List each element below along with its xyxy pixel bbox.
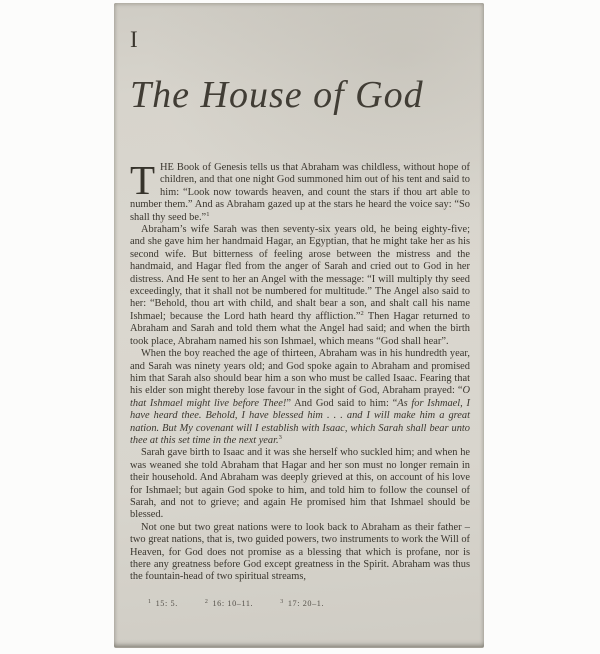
footnote-2-marker: 2 xyxy=(204,598,209,605)
chapter-title: The House of God xyxy=(130,74,424,116)
paragraph-3-quote-a: O that Ishmael might live before Thee! xyxy=(130,385,470,409)
footnote-ref-2: 2 xyxy=(360,309,364,317)
footnote-item-3 xyxy=(280,599,324,608)
chapter-number: I xyxy=(130,27,138,52)
footnote-1-marker: 1 xyxy=(148,598,152,605)
page-content xyxy=(114,3,484,609)
paragraph-4 xyxy=(130,447,470,521)
paragraph-4-text: Sarah gave birth to Isaac and it was she herself who suckled him; and when he was weaned she told Abraham that Hagar and her son must no longer remain in their household. And Abraham was deeply grieved at this, on account of his love for Ishmael; but again God spoke to him, and told him to follow the counsel of Sarah, and not to grieve; and again He promised him that Ishmael should be blessed. xyxy=(130,447,470,521)
body-text xyxy=(130,157,470,584)
book-page xyxy=(114,3,484,648)
paragraph-3 xyxy=(130,348,470,447)
footnote-3-text: 17: 20–1. xyxy=(287,598,325,608)
paragraph-3-text-b: ” And God said to him: “ xyxy=(286,397,398,409)
paragraph-2-text-b: Then Hagar returned to Abraham and Sarah and told them what the Angel had said; and when the birth took place, Abraham named his son Ishmael, which means “God shall hear”. xyxy=(130,310,470,347)
paragraph-2 xyxy=(130,224,470,348)
paragraph-1-text: HE Book of Genesis tells us that Abraham was childless, without hope of children, and that one night God summoned him out of his tent and said to him: “Look now towards heaven, and count the stars if thou art able to number them.” And as Abraham gazed up at the stars he heard the voice say: “So shall thy seed be.” xyxy=(130,162,470,223)
paragraph-2-text-a: Abraham’s wife Sarah was then seventy-six years old, he being eighty-five; and she gave him her handmaid Hagar, an Egyptian, that he might take her as his second wife. But bitterness of feeling arose between the mistress and the handmaid, and Hagar fled from the anger of Sarah and cried out to God in her distress. And He sent to her an Angel with the message: “I will multiply thy seed exceedingly, that it shall not be numbered for multitude.” The Angel also said to her: “Behold, thou art with child, and shalt bear a son, and shalt call his name Ishmael; because the Lord hath heard thy affliction.” xyxy=(130,224,470,322)
footnote-row xyxy=(130,597,470,609)
footnote-ref-1: 1 xyxy=(206,210,210,218)
paragraph-1 xyxy=(130,157,470,224)
footnote-2-text: 16: 10–11. xyxy=(212,598,254,608)
footnote-item-2 xyxy=(205,599,253,608)
footnote-ref-3: 3 xyxy=(278,433,282,441)
footnote-item-1 xyxy=(148,599,178,608)
footnote-1-text: 15: 5. xyxy=(155,598,178,608)
drop-cap: T xyxy=(130,157,156,203)
paragraph-3-text-a: When the boy reached the age of thirteen, Abraham was in his hundredth year, and Sarah was ninety years old; and God spoke again to Abraham and promised him that Sarah also should bear him a son who must be called Isaac. Fearing that his elder son might thereby lose favour in the sight of God, Abraham prayed: “ xyxy=(130,348,470,397)
paragraph-5-text: Not one but two great nations were to look back to Abraham as their father – two great nations, that is, two guided powers, two instruments to work the Will of Heaven, for God does not promise as a blessing that which is profane, nor is there any greatness before God except greatness in the Spirit. Abraham was thus the fountain-head of two spiritual streams, xyxy=(130,521,470,583)
paragraph-3-quote-b: As for Ishmael, I have heard thee. Behold, I have blessed him . . . and I will make him a great nation. But My covenant will I establish with Isaac, which Sarah shall bear unto thee at this set time in the next year. xyxy=(130,397,470,446)
paragraph-5 xyxy=(130,522,470,584)
footnote-3-marker: 3 xyxy=(280,598,284,605)
